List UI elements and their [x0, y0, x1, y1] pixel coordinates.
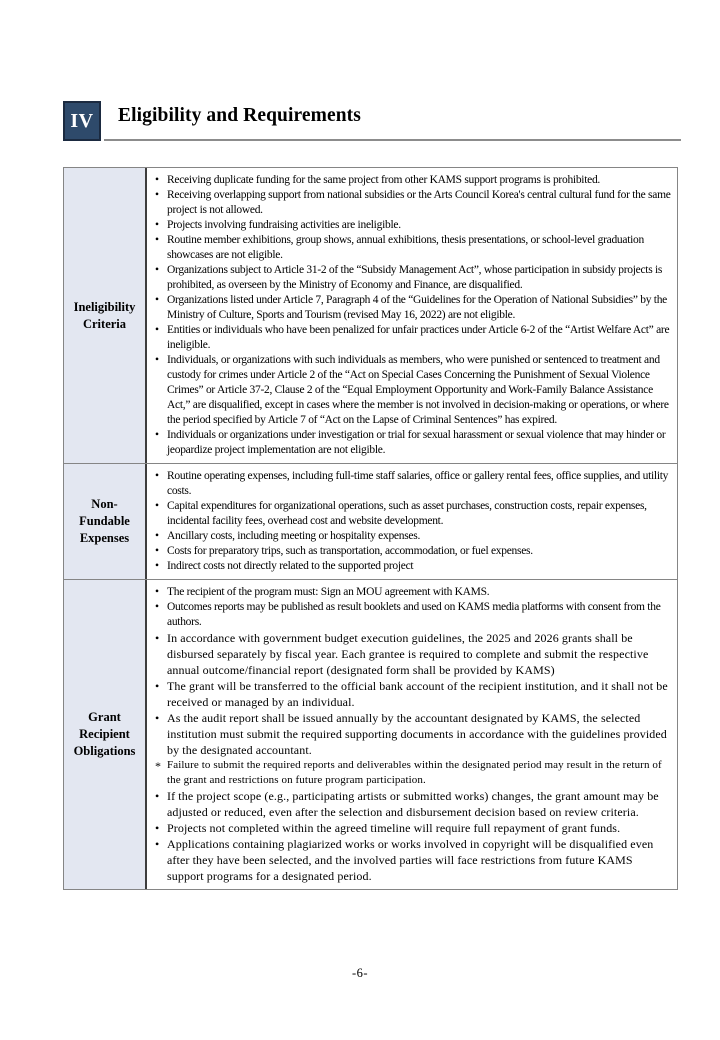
footnote-item [155, 758, 671, 788]
list-item [155, 173, 671, 188]
list-item [155, 585, 671, 600]
list-item [155, 788, 671, 820]
info-table [63, 167, 678, 890]
bullet-list [155, 469, 671, 574]
row-label-line: Non- [91, 497, 118, 511]
bullet-list [155, 173, 671, 458]
list-item-text: Failure to submit the required reports and deliverables within the designated period may result in the return of the grant and restrictions on future program participation. [167, 759, 662, 786]
asterisk-marker: * [155, 759, 162, 773]
list-item-text: Entities or individuals who have been penalized for unfair practices under Article 6-2 of the “Artist Welfare Act” are ineligible. [167, 324, 670, 351]
table-row-grant-recipient-obligations [64, 579, 677, 889]
row-content [147, 464, 677, 579]
list-item-text: Routine member exhibitions, group shows, annual exhibitions, thesis presentations, or school-level graduation showcases are not eligible. [167, 234, 644, 261]
list-item [155, 428, 671, 458]
row-label-line: Criteria [82, 316, 127, 331]
bullet-icon: • [155, 711, 160, 725]
bullet-icon: • [155, 294, 159, 306]
bullet-icon: • [155, 631, 160, 645]
bullet-icon: • [155, 530, 159, 542]
bullet-icon: • [155, 601, 159, 613]
list-item-text: As the audit report shall be issued annually by the accountant designated by KAMS, the selected institution must submit the required supporting documents in accordance with the guidelines provided by the designated accountant. [167, 711, 667, 757]
bullet-icon: • [155, 679, 160, 693]
list-item-text: Applications containing plagiarized works or works involved in copyright will be disqualified even after they have been selected, and the involved parties will face restrictions from future KAMS support programs for a designated period. [167, 837, 654, 883]
list-item [155, 836, 671, 884]
list-item [155, 218, 671, 233]
list-item-text: Capital expenditures for organizational operations, such as asset purchases, construction costs, repair expenses, incidental facility fees, overhead cost and website development. [167, 500, 647, 527]
list-item [155, 263, 671, 293]
list-item-text: Organizations listed under Article 7, Paragraph 4 of the “Guidelines for the Operation of National Subsidies” by the Ministry of Culture, Sports and Tourism (revised May 16, 2022) are not eligible. [167, 294, 668, 321]
row-content [147, 580, 677, 889]
page-number: -6- [351, 966, 369, 980]
section-number: IV [70, 109, 94, 132]
row-label-line: Expenses [79, 531, 130, 545]
list-item [155, 529, 671, 544]
list-item-text: If the project scope (e.g., participating artists or submitted works) changes, the grant amount may be adjusted or reduced, even after the selection and disbursement decision based on review criteria. [167, 789, 659, 819]
bullet-icon: • [155, 821, 160, 835]
list-item-text: Individuals, or organizations with such individuals as members, who were punished or sentenced to treatment and custody for crimes under Article 2 of the “Act on Special Cases Concerning the Punishment of Sexual Violence Crimes” or Article 37-2, Clause 2 of the “Equal Employment Opportunity and Work-Family Balance Assistance Act,” are disqualified, except in cases where the member is not involved in decision-making or operations, or where the period specified by Article 7 of “Act on the Lapse of Criminal Sentences” has expired. [167, 354, 669, 426]
list-item [155, 544, 671, 559]
list-item [155, 323, 671, 353]
list-item-text: Routine operating expenses, including full-time staff salaries, office or gallery rental fees, office supplies, and utility costs. [167, 470, 669, 497]
bullet-icon: • [155, 545, 159, 557]
list-item-text: The grant will be transferred to the official bank account of the recipient institution, and it shall not be received or managed by an individual. [167, 679, 668, 709]
list-item [155, 559, 671, 574]
bullet-icon: • [155, 174, 159, 186]
list-item-text: Receiving duplicate funding for the same project from other KAMS support programs is prohibited. [167, 174, 601, 186]
list-item [155, 820, 671, 836]
title-underline [104, 139, 681, 141]
bullet-icon: • [155, 560, 159, 572]
row-label-line: Grant [88, 710, 121, 724]
bullet-icon: • [155, 234, 159, 246]
bullet-icon: • [155, 219, 159, 231]
list-item-text: Organizations subject to Article 31-2 of the “Subsidy Management Act”, whose participation in subsidy projects is prohibited, as overseen by the Ministry of Economy and Finance, are disqualified. [167, 264, 663, 291]
list-item-text: Ancillary costs, including meeting or hospitality expenses. [167, 530, 421, 542]
list-item-text: Indirect costs not directly related to the supported project [167, 560, 414, 572]
list-item [155, 499, 671, 529]
list-item [155, 293, 671, 323]
list-item [155, 353, 671, 428]
list-item-text: The recipient of the program must: Sign an MOU agreement with KAMS. [167, 586, 490, 598]
list-item-text: Projects involving fundraising activities are ineligible. [167, 219, 401, 231]
list-item-text: Receiving overlapping support from national subsidies or the Arts Council Korea's central cultural fund for the same project is not allowed. [167, 189, 671, 216]
list-item-text: Costs for preparatory trips, such as transportation, accommodation, or fuel expenses. [167, 545, 533, 557]
list-item-text: In accordance with government budget execution guidelines, the 2025 and 2026 grants shall be disbursed separately by fiscal year. Each grantee is required to complete and submit the respective annual outcome/financial report (designated form shall be provided by KAMS) [167, 631, 649, 677]
bullet-icon: • [155, 470, 159, 482]
bullet-icon: • [155, 264, 159, 276]
bullet-icon: • [155, 324, 159, 336]
list-item-text: Outcomes reports may be published as result booklets and used on KAMS media platforms with consent from the authors. [167, 601, 661, 628]
bullet-icon: • [155, 586, 159, 598]
bullet-icon: • [155, 837, 160, 851]
section-number-badge [63, 101, 101, 141]
list-item [155, 600, 671, 630]
list-item [155, 710, 671, 758]
list-item-text: Individuals or organizations under investigation or trial for sexual harassment or sexual violence that may hinder or jeopardize project implementation are not eligible. [167, 429, 666, 456]
section-title: Eligibility and Requirements [118, 105, 361, 126]
list-item [155, 469, 671, 499]
row-content [147, 168, 677, 463]
row-label-line: Fundable [79, 514, 130, 528]
bullet-list [155, 585, 671, 884]
row-label [64, 464, 147, 579]
bullet-icon: • [155, 789, 160, 803]
row-label-line: Ineligibility [73, 299, 136, 314]
row-label-line: Obligations [73, 744, 136, 758]
bullet-icon: • [155, 189, 159, 201]
list-item [155, 678, 671, 710]
row-label [64, 168, 147, 463]
list-item [155, 630, 671, 678]
bullet-icon: • [155, 429, 159, 441]
row-label [64, 580, 147, 889]
list-item-text: Projects not completed within the agreed timeline will require full repayment of grant funds. [167, 821, 621, 835]
list-item [155, 188, 671, 218]
list-item [155, 233, 671, 263]
bullet-icon: • [155, 354, 159, 366]
table-row-non-fundable-expenses [64, 463, 677, 579]
bullet-icon: • [155, 500, 159, 512]
row-label-line: Recipient [79, 727, 130, 741]
table-row-ineligibility-criteria [64, 168, 677, 463]
